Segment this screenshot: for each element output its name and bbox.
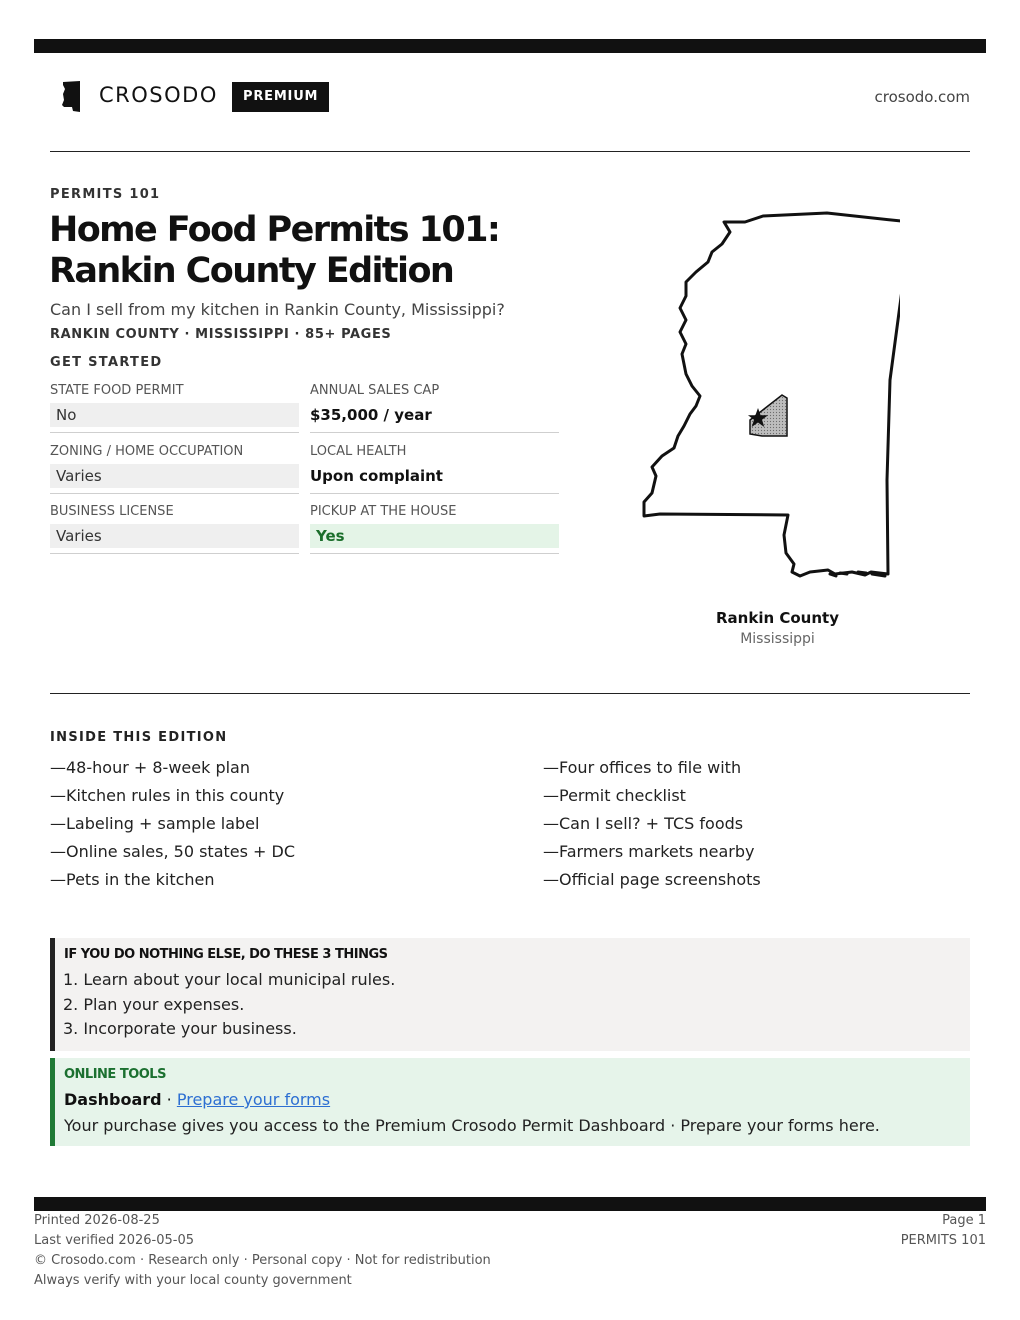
list-item: 2. Plan your expenses. (63, 994, 245, 1014)
bottom-rule-bar (34, 1197, 986, 1211)
map-caption-county: Rankin County (716, 609, 839, 627)
brand-name[interactable]: CROSODO (99, 83, 218, 107)
contents-list-left (50, 757, 490, 897)
fact-value: Varies (50, 464, 299, 488)
footer-right (901, 1213, 986, 1253)
fact-local-health (310, 442, 559, 494)
list-item: —Permit checklist (543, 786, 686, 805)
footer-section: PERMITS 101 (900, 1233, 986, 1248)
page-subtitle: Can I sell from my kitchen in Rankin County, Mississippi? (50, 300, 505, 319)
list-item: —Farmers markets nearby (543, 842, 755, 861)
edition-meta: RANKIN COUNTY · MISSISSIPPI · 85+ PAGES (50, 327, 392, 342)
dashboard-description: Your purchase gives you access to the Premium Crosodo Permit Dashboard · Prepare your forms here. (64, 1116, 880, 1135)
list-item: 1. Learn about your local municipal rules. (63, 970, 396, 989)
state-outline-map (640, 210, 900, 582)
priorities-steps (63, 969, 395, 1043)
list-item: 3. Incorporate your business. (63, 1019, 297, 1038)
fact-label: PICKUP AT THE HOUSE (310, 504, 457, 519)
masthead (50, 78, 970, 118)
get-started-heading: GET STARTED (50, 355, 163, 370)
section-kicker: PERMITS 101 (50, 187, 161, 202)
mississippi-logo-icon (60, 80, 82, 114)
fact-business-license (50, 502, 299, 554)
header-divider (50, 151, 970, 152)
priorities-callout (50, 938, 970, 1051)
fact-value: Upon complaint (310, 467, 443, 485)
dashboard-line (64, 1090, 330, 1109)
fact-value: Yes (310, 524, 559, 548)
fact-pickup-at-house (310, 502, 559, 554)
map-caption-state: Mississippi (740, 631, 815, 647)
top-rule-bar (34, 39, 986, 53)
page-title: Home Food Permits 101: Rankin County Edition (49, 210, 500, 291)
fact-label: ANNUAL SALES CAP (310, 383, 440, 398)
online-tools-heading: ONLINE TOOLS (64, 1067, 166, 1082)
fact-value: $35,000 / year (310, 406, 432, 424)
separator: · (161, 1090, 177, 1109)
priorities-heading: IF YOU DO NOTHING ELSE, DO THESE 3 THINGS (64, 947, 388, 962)
fact-label: ZONING / HOME OCCUPATION (50, 444, 244, 459)
dashboard-label: Dashboard (64, 1090, 162, 1109)
list-item: —Pets in the kitchen (50, 870, 215, 889)
site-url-link[interactable]: crosodo.com (874, 88, 970, 106)
list-item: —48-hour + 8-week plan (50, 758, 250, 777)
footer-left (34, 1213, 491, 1293)
prepare-forms-link[interactable]: Prepare your forms (176, 1090, 331, 1109)
fact-label: STATE FOOD PERMIT (50, 383, 184, 398)
list-item: —Online sales, 50 states + DC (50, 842, 296, 861)
copyright-notice: © Crosodo.com · Research only · Personal copy · Not for redistribution (34, 1253, 491, 1268)
fact-value: Varies (50, 524, 299, 548)
list-item: —Kitchen rules in this county (50, 786, 285, 805)
state-outline (644, 213, 900, 576)
page-number: Page 1 (942, 1213, 986, 1228)
fact-annual-sales-cap (310, 381, 559, 433)
fact-state-food-permit (50, 381, 299, 433)
list-item: —Can I sell? + TCS foods (543, 814, 744, 833)
online-tools-callout (50, 1058, 970, 1146)
verified-date: Last verified 2026-05-05 (34, 1233, 194, 1248)
inside-edition-heading: INSIDE THIS EDITION (50, 730, 228, 745)
fact-zoning (50, 442, 299, 494)
list-item: —Labeling + sample label (50, 814, 260, 833)
list-item: —Official page screenshots (543, 870, 761, 889)
premium-badge: PREMIUM (232, 82, 329, 112)
disclaimer: Always verify with your local county government (34, 1273, 352, 1288)
fact-label: LOCAL HEALTH (310, 444, 407, 459)
list-item: —Four offices to file with (543, 758, 742, 777)
printed-date: Printed 2026-08-25 (34, 1213, 160, 1228)
fact-label: BUSINESS LICENSE (50, 504, 174, 519)
contents-list-right (543, 757, 983, 897)
fact-value: No (50, 403, 299, 427)
section-divider (50, 693, 970, 694)
